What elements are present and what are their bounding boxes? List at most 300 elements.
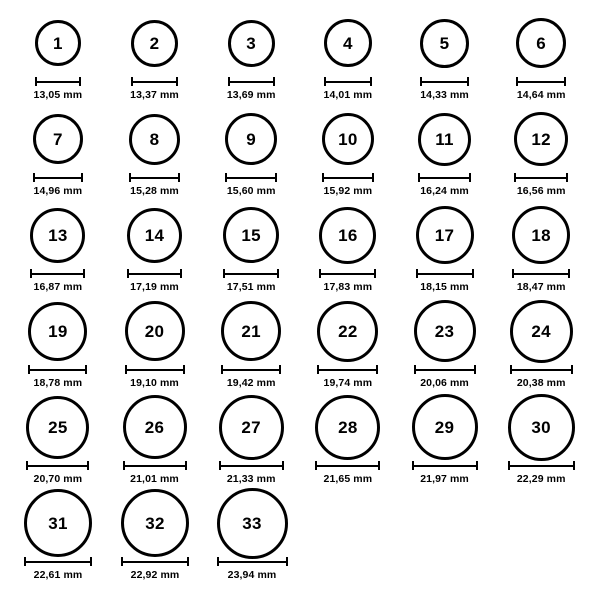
dimension-tick-right (568, 269, 570, 278)
dimension-tick-left (510, 365, 512, 374)
ring-circle-wrap (416, 204, 474, 266)
ring-diameter-label: 14,01 mm (323, 89, 373, 101)
dimension-line (315, 461, 380, 470)
ring-circle-wrap (228, 12, 275, 74)
dimension-line (514, 173, 568, 182)
ring-circle-icon (125, 301, 185, 361)
dimension-line (416, 269, 474, 278)
ring-size-cell[interactable] (397, 204, 493, 293)
dimension-bar (317, 369, 378, 371)
ring-size-cell[interactable] (397, 396, 493, 485)
dimension-tick-right (275, 173, 277, 182)
dimension-tick-right (87, 461, 89, 470)
ring-circle-wrap (315, 396, 380, 458)
dimension-line (324, 77, 372, 86)
ring-size-number: 29 (434, 417, 455, 437)
ring-diameter-label: 19,42 mm (226, 377, 276, 389)
ring-size-number: 33 (242, 513, 262, 533)
dimension-tick-left (228, 77, 230, 86)
ring-diameter-label: 21,33 mm (226, 473, 276, 485)
ring-diameter-label: 20,06 mm (420, 377, 469, 389)
dimension-line (420, 77, 469, 86)
ring-size-number: 11 (435, 129, 454, 149)
ring-size-cell[interactable] (10, 396, 106, 485)
ring-circle-icon (416, 206, 474, 264)
dimension-tick-right (277, 269, 279, 278)
dimension-line (228, 77, 275, 86)
ring-circle-icon (28, 302, 87, 361)
dimension-tick-right (571, 365, 573, 374)
dimension-bar (129, 177, 180, 179)
ring-circle-icon (228, 20, 275, 67)
ring-diameter-label: 22,29 mm (516, 473, 566, 485)
dimension-line (516, 77, 566, 86)
ring-circle-icon (35, 20, 81, 66)
ring-diameter-label: 14,33 mm (420, 89, 469, 101)
dimension-tick-left (127, 269, 129, 278)
dimension-tick-right (372, 173, 374, 182)
ring-circle-icon (512, 206, 570, 264)
dimension-line (125, 365, 185, 374)
ring-circle-icon (514, 112, 568, 166)
ring-circle-wrap (217, 492, 288, 554)
ring-size-number: 10 (338, 129, 358, 149)
dimension-bar (223, 273, 279, 275)
ring-size-number: 15 (241, 225, 261, 245)
ring-size-cell[interactable] (10, 108, 106, 197)
dimension-line (512, 269, 570, 278)
dimension-tick-right (178, 173, 180, 182)
ring-diameter-label: 20,38 mm (516, 377, 566, 389)
dimension-tick-left (223, 269, 225, 278)
dimension-tick-left (416, 269, 418, 278)
dimension-line (129, 173, 180, 182)
ring-circle-wrap (322, 108, 374, 170)
dimension-tick-right (185, 461, 187, 470)
dimension-tick-right (472, 269, 474, 278)
dimension-line (221, 365, 281, 374)
ring-size-cell[interactable] (493, 108, 589, 197)
ring-circle-icon (225, 113, 277, 165)
dimension-line (418, 173, 471, 182)
ring-size-cell[interactable] (203, 12, 299, 101)
ring-circle-icon (219, 395, 284, 460)
ring-size-number: 20 (144, 321, 165, 341)
dimension-bar (324, 81, 372, 83)
ring-circle-wrap (418, 108, 471, 170)
ring-size-cell[interactable] (107, 492, 203, 581)
ring-diameter-label: 18,78 mm (33, 377, 83, 389)
dimension-tick-right (469, 173, 471, 182)
ring-diameter-label: 19,10 mm (130, 377, 179, 389)
ring-size-number: 30 (531, 417, 551, 437)
ring-circle-icon (418, 113, 471, 166)
ring-size-cell[interactable] (397, 300, 493, 389)
dimension-tick-right (573, 461, 575, 470)
dimension-tick-right (85, 365, 87, 374)
dimension-line (510, 365, 573, 374)
ring-diameter-label: 22,92 mm (130, 569, 180, 581)
dimension-tick-left (414, 365, 416, 374)
dimension-line (123, 461, 187, 470)
dimension-tick-left (420, 77, 422, 86)
ring-diameter-label: 14,96 mm (33, 185, 83, 197)
dimension-bar (221, 369, 281, 371)
ring-circle-wrap (510, 300, 573, 362)
ring-circle-icon (33, 114, 83, 164)
ring-circle-icon (420, 19, 469, 68)
ring-size-cell[interactable] (10, 12, 106, 101)
dimension-bar (319, 273, 376, 275)
dimension-tick-right (370, 77, 372, 86)
ring-diameter-label: 17,83 mm (323, 281, 373, 293)
dimension-tick-left (508, 461, 510, 470)
dimension-tick-right (566, 173, 568, 182)
ring-circle-wrap (414, 300, 476, 362)
ring-size-number: 9 (246, 129, 257, 149)
ring-size-cell[interactable] (493, 396, 589, 485)
ring-circle-icon (221, 301, 281, 361)
ring-size-cell[interactable] (300, 396, 396, 485)
ring-size-number: 26 (144, 417, 165, 437)
dimension-bar (217, 561, 288, 563)
dimension-bar (24, 561, 92, 563)
dimension-bar (28, 369, 87, 371)
dimension-line (35, 77, 81, 86)
dimension-bar (514, 177, 568, 179)
dimension-tick-left (516, 77, 518, 86)
ring-size-cell[interactable] (107, 396, 203, 485)
ring-circle-wrap (223, 204, 279, 266)
dimension-tick-left (131, 77, 133, 86)
dimension-line (223, 269, 279, 278)
dimension-bar (121, 561, 189, 563)
ring-diameter-label: 20,70 mm (33, 473, 83, 485)
dimension-tick-left (322, 173, 324, 182)
dimension-tick-left (512, 269, 514, 278)
ring-circle-wrap (127, 204, 182, 266)
dimension-line (121, 557, 189, 566)
dimension-tick-left (121, 557, 123, 566)
ring-size-cell[interactable] (107, 300, 203, 389)
dimension-bar (315, 465, 380, 467)
dimension-line (414, 365, 476, 374)
dimension-tick-left (315, 461, 317, 470)
ring-circle-wrap (420, 12, 469, 74)
ring-circle-wrap (221, 300, 281, 362)
ring-circle-icon (317, 301, 378, 362)
dimension-tick-right (81, 173, 83, 182)
dimension-tick-right (378, 461, 380, 470)
ring-size-number: 3 (246, 33, 257, 53)
dimension-line (219, 461, 284, 470)
ring-circle-icon (223, 207, 279, 263)
ring-size-cell[interactable] (203, 108, 299, 197)
ring-circle-wrap (121, 492, 189, 554)
dimension-line (24, 557, 92, 566)
ring-diameter-label: 17,19 mm (130, 281, 179, 293)
dimension-bar (26, 465, 89, 467)
dimension-tick-right (476, 461, 478, 470)
ring-circle-icon (127, 208, 182, 263)
ring-size-number: 32 (145, 513, 165, 533)
dimension-line (412, 461, 478, 470)
ring-size-number: 28 (338, 417, 358, 437)
ring-circle-icon (217, 488, 288, 559)
ring-circle-wrap (33, 108, 83, 170)
ring-size-number: 13 (48, 225, 68, 245)
ring-size-number: 22 (338, 321, 358, 341)
ring-diameter-label: 14,64 mm (516, 89, 566, 101)
ring-circle-icon (516, 18, 566, 68)
ring-circle-wrap (24, 492, 92, 554)
ring-size-cell[interactable] (300, 300, 396, 389)
ring-circle-icon (414, 300, 476, 362)
dimension-bar (516, 81, 566, 83)
dimension-line (33, 173, 83, 182)
ring-size-number: 18 (531, 225, 551, 245)
ring-circle-wrap (412, 396, 478, 458)
ring-circle-wrap (219, 396, 284, 458)
ring-size-cell[interactable] (10, 300, 106, 389)
dimension-tick-right (79, 77, 81, 86)
dimension-bar (219, 465, 284, 467)
dimension-tick-right (176, 77, 178, 86)
dimension-line (322, 173, 374, 182)
dimension-line (131, 77, 178, 86)
ring-circle-icon (24, 489, 92, 557)
ring-circle-icon (324, 19, 372, 67)
dimension-bar (416, 273, 474, 275)
dimension-bar (33, 177, 83, 179)
dimension-tick-right (279, 365, 281, 374)
ring-size-number: 24 (531, 321, 551, 341)
dimension-bar (127, 273, 182, 275)
ring-row (10, 108, 590, 204)
ring-size-number: 4 (342, 33, 353, 53)
dimension-tick-right (376, 365, 378, 374)
ring-size-cell[interactable] (493, 12, 589, 101)
dimension-line (127, 269, 182, 278)
ring-size-number: 25 (48, 417, 68, 437)
ring-diameter-label: 13,05 mm (33, 89, 83, 101)
dimension-tick-left (123, 461, 125, 470)
ring-size-cell[interactable] (203, 204, 299, 293)
ring-size-number: 21 (241, 321, 261, 341)
ring-size-number: 14 (144, 225, 165, 245)
ring-circle-wrap (514, 108, 568, 170)
dimension-bar (131, 81, 178, 83)
dimension-line (217, 557, 288, 566)
dimension-tick-left (26, 461, 28, 470)
ring-size-number: 19 (48, 321, 68, 341)
ring-diameter-label: 13,37 mm (130, 89, 179, 101)
dimension-line (30, 269, 85, 278)
ring-circle-icon (315, 395, 380, 460)
ring-size-cell[interactable] (204, 492, 300, 581)
dimension-tick-right (90, 557, 92, 566)
ring-diameter-label: 15,92 mm (323, 185, 373, 197)
ring-diameter-label: 15,60 mm (226, 185, 276, 197)
dimension-bar (30, 273, 85, 275)
ring-circle-wrap (26, 396, 89, 458)
ring-diameter-label: 16,56 mm (516, 185, 566, 197)
dimension-line (225, 173, 277, 182)
dimension-line (28, 365, 87, 374)
ring-circle-wrap (516, 12, 566, 74)
dimension-tick-left (412, 461, 414, 470)
ring-diameter-label: 18,47 mm (516, 281, 566, 293)
dimension-bar (228, 81, 275, 83)
dimension-bar (123, 465, 187, 467)
ring-size-number: 23 (434, 321, 455, 341)
ring-row (10, 204, 590, 300)
ring-diameter-label: 16,24 mm (420, 185, 469, 197)
dimension-bar (418, 177, 471, 179)
dimension-bar (414, 369, 476, 371)
ring-size-cell[interactable] (107, 12, 203, 101)
ring-size-number: 2 (149, 33, 160, 53)
ring-circle-wrap (125, 300, 185, 362)
ring-circle-icon (121, 489, 189, 557)
ring-size-cell[interactable] (300, 204, 396, 293)
dimension-bar (412, 465, 478, 467)
ring-size-cell[interactable] (300, 12, 396, 101)
ring-diameter-label: 21,01 mm (130, 473, 179, 485)
ring-size-cell[interactable] (300, 108, 396, 197)
ring-size-number: 12 (531, 129, 551, 149)
dimension-bar (322, 177, 374, 179)
dimension-tick-left (33, 173, 35, 182)
dimension-tick-left (324, 77, 326, 86)
ring-size-number: 16 (338, 225, 358, 245)
dimension-bar (508, 465, 575, 467)
dimension-tick-left (125, 365, 127, 374)
dimension-bar (510, 369, 573, 371)
ring-size-cell[interactable] (10, 204, 106, 293)
ring-circle-wrap (317, 300, 378, 362)
ring-diameter-label: 17,51 mm (226, 281, 276, 293)
ring-diameter-label: 21,65 mm (323, 473, 373, 485)
ring-size-number: 17 (434, 225, 455, 245)
dimension-tick-right (474, 365, 476, 374)
ring-circle-icon (510, 300, 573, 363)
dimension-line (319, 269, 376, 278)
dimension-tick-right (374, 269, 376, 278)
ring-circle-wrap (129, 108, 180, 170)
dimension-tick-right (183, 365, 185, 374)
ring-size-cell[interactable] (397, 12, 493, 101)
ring-size-number: 7 (52, 129, 63, 149)
ring-circle-icon (508, 394, 575, 461)
dimension-bar (420, 81, 469, 83)
dimension-tick-right (467, 77, 469, 86)
dimension-tick-left (319, 269, 321, 278)
ring-size-cell[interactable] (107, 204, 203, 293)
dimension-tick-left (217, 557, 219, 566)
ring-size-cell[interactable] (493, 300, 589, 389)
ring-size-number: 27 (241, 417, 261, 437)
ring-diameter-label: 15,28 mm (130, 185, 179, 197)
dimension-tick-left (30, 269, 32, 278)
dimension-tick-left (225, 173, 227, 182)
ring-diameter-label: 19,74 mm (323, 377, 373, 389)
ring-size-cell[interactable] (203, 300, 299, 389)
ring-row (10, 12, 590, 108)
dimension-tick-left (514, 173, 516, 182)
ring-circle-wrap (508, 396, 575, 458)
dimension-tick-right (83, 269, 85, 278)
dimension-tick-left (418, 173, 420, 182)
ring-row (10, 300, 590, 396)
ring-size-cell[interactable] (203, 396, 299, 485)
ring-row (10, 492, 590, 588)
ring-circle-icon (412, 394, 478, 460)
dimension-tick-left (24, 557, 26, 566)
ring-size-cell[interactable] (107, 108, 203, 197)
dimension-tick-right (187, 557, 189, 566)
dimension-tick-right (180, 269, 182, 278)
ring-circle-wrap (225, 108, 277, 170)
dimension-tick-right (564, 77, 566, 86)
dimension-tick-left (221, 365, 223, 374)
ring-diameter-label: 16,87 mm (33, 281, 83, 293)
ring-circle-wrap (319, 204, 376, 266)
ring-circle-wrap (28, 300, 87, 362)
dimension-tick-right (286, 557, 288, 566)
ring-circle-icon (26, 396, 89, 459)
dimension-tick-left (28, 365, 30, 374)
dimension-line (317, 365, 378, 374)
ring-diameter-label: 23,94 mm (227, 569, 277, 581)
ring-size-number: 31 (48, 513, 68, 533)
dimension-tick-left (35, 77, 37, 86)
ring-circle-icon (129, 114, 180, 165)
ring-circle-icon (123, 395, 187, 459)
dimension-tick-left (317, 365, 319, 374)
ring-circle-icon (322, 113, 374, 165)
ring-size-cell[interactable] (10, 492, 106, 581)
ring-diameter-label: 13,69 mm (226, 89, 276, 101)
ring-size-number: 1 (52, 33, 63, 53)
ring-circle-icon (30, 208, 85, 263)
dimension-tick-right (273, 77, 275, 86)
dimension-line (26, 461, 89, 470)
dimension-bar (225, 177, 277, 179)
dimension-line (508, 461, 575, 470)
ring-size-cell[interactable] (397, 108, 493, 197)
dimension-tick-left (129, 173, 131, 182)
ring-size-number: 5 (439, 33, 450, 53)
ring-circle-wrap (123, 396, 187, 458)
dimension-bar (512, 273, 570, 275)
ring-size-cell[interactable] (493, 204, 589, 293)
ring-diameter-label: 22,61 mm (33, 569, 83, 581)
dimension-tick-left (219, 461, 221, 470)
ring-circle-wrap (512, 204, 570, 266)
ring-circle-wrap (30, 204, 85, 266)
ring-diameter-label: 18,15 mm (420, 281, 469, 293)
ring-size-number: 8 (149, 129, 160, 149)
ring-row (10, 396, 590, 492)
ring-circle-icon (319, 207, 376, 264)
dimension-tick-right (282, 461, 284, 470)
ring-diameter-label: 21,97 mm (420, 473, 469, 485)
ring-circle-wrap (324, 12, 372, 74)
ring-circle-icon (131, 20, 178, 67)
ring-circle-wrap (35, 12, 81, 74)
dimension-bar (125, 369, 185, 371)
